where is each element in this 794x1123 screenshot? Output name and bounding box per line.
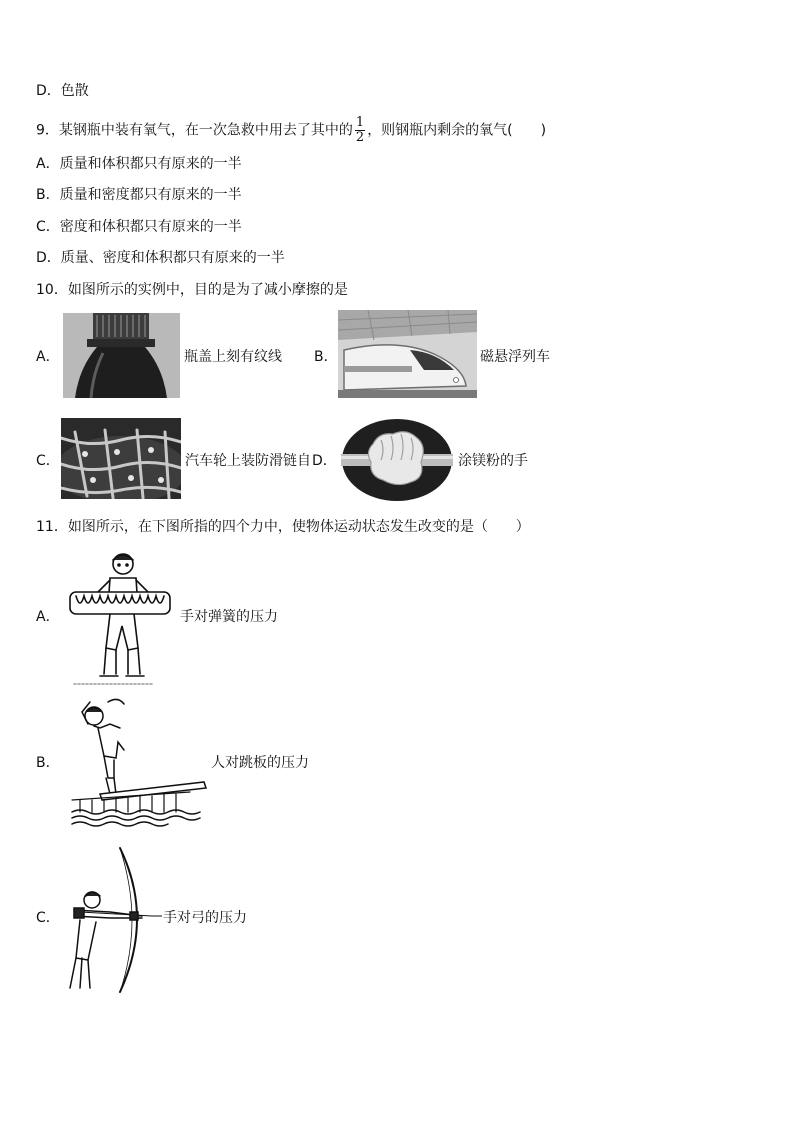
q10-option-a-caption: 瓶盖上刻有纹线	[184, 349, 282, 365]
q9-option-c: C．密度和体积都只有原来的一半	[36, 219, 242, 235]
q9-option-b: B．质量和密度都只有原来的一半	[36, 187, 242, 203]
q9-fraction	[355, 116, 365, 145]
q9-fraction-numerator: 1	[355, 115, 365, 130]
q9-option-a: A．质量和体积都只有原来的一半	[36, 156, 242, 172]
q11-option-a-letter: A．	[36, 609, 60, 625]
q10-option-d-caption: 涂镁粉的手	[458, 453, 528, 469]
q9-stem-after: ，则钢瓶内剩余的氧气( )	[367, 122, 547, 139]
q10-option-b-letter: B．	[314, 349, 338, 365]
q10-stem: 10．如图所示的实例中，目的是为了减小摩擦的是	[36, 282, 348, 298]
q11-option-c-letter: C．	[36, 910, 60, 926]
chalked-hands-photo	[341, 418, 453, 502]
q11-option-b-caption: 人对跳板的压力	[211, 755, 309, 771]
archer-bow-drawing	[62, 846, 162, 994]
q9-fraction-denominator: 2	[355, 130, 365, 145]
q9-stem-before: 9．某钢瓶中装有氧气，在一次急救中用去了其中的	[36, 122, 353, 139]
maglev-train-photo	[338, 310, 477, 398]
q9-option-d: D．质量、密度和体积都只有原来的一半	[36, 250, 285, 266]
q10-option-c-trailing: 自	[297, 453, 311, 469]
q11-option-a-caption: 手对弹簧的压力	[180, 609, 278, 625]
q10-option-d-letter: D．	[312, 453, 337, 469]
q11-option-b-letter: B．	[36, 755, 60, 771]
q10-option-a-letter: A．	[36, 349, 60, 365]
q10-option-b-caption: 磁悬浮列车	[480, 349, 550, 365]
bottle-cap-photo	[63, 313, 180, 398]
spring-stretch-drawing	[66, 548, 176, 688]
tire-chain-photo	[61, 418, 181, 499]
q9-stem	[36, 116, 546, 145]
q8-option-d: D．色散	[36, 83, 89, 99]
q10-option-c-letter: C．	[36, 453, 60, 469]
q11-stem: 11．如图所示，在下图所指的四个力中，使物体运动状态发生改变的是（ ）	[36, 519, 530, 535]
q10-option-c-caption	[185, 452, 311, 470]
q11-option-c-caption: 手对弓的压力	[163, 910, 247, 926]
diving-board-drawing	[70, 694, 210, 830]
q10-option-c-caption-text: 汽车轮上装防滑链	[185, 453, 297, 469]
